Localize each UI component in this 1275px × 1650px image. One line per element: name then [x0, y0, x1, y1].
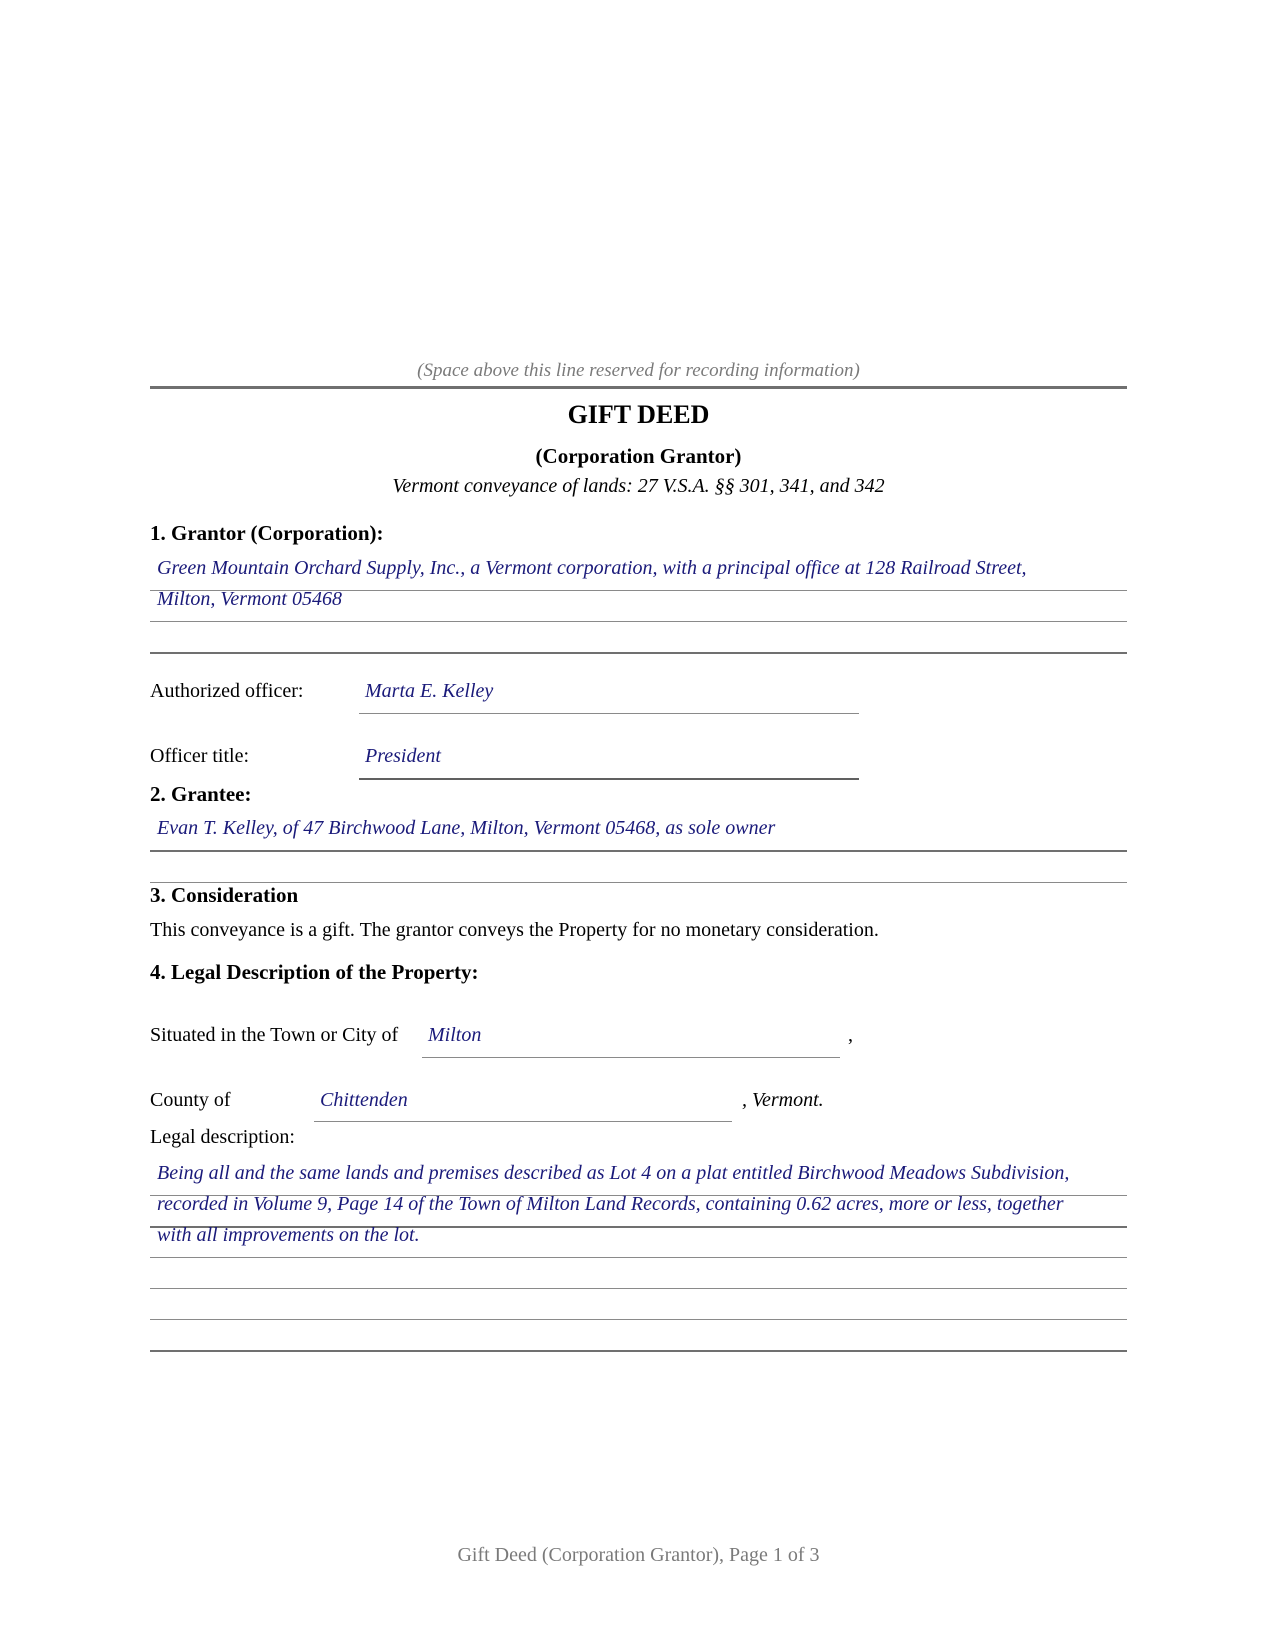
- officer-title-value[interactable]: President: [365, 745, 441, 767]
- recording-space-note: (Space above this line reserved for recording information): [417, 360, 860, 381]
- grantor-heading: 1. Grantor (Corporation):: [150, 521, 384, 545]
- legal-description-line-1[interactable]: Being all and the same lands and premises described as Lot 4 on a plat entitled Birchwood Meadows Subdivision,: [157, 1162, 1070, 1184]
- page-footer: Gift Deed (Corporation Grantor), Page 1 of 3: [457, 1544, 820, 1566]
- town-value[interactable]: Milton: [428, 1024, 482, 1046]
- town-label: Situated in the Town or City of: [150, 1024, 399, 1046]
- authorized-officer-rule: [359, 713, 859, 714]
- legal-description-line-2[interactable]: recorded in Volume 9, Page 14 of the Town of Milton Land Records, containing 0.62 acres, more or less, together: [157, 1193, 1064, 1215]
- document-title: GIFT DEED: [567, 400, 710, 429]
- legal-description-rule-4: [150, 1288, 1127, 1289]
- grantee-line-1[interactable]: Evan T. Kelley, of 47 Birchwood Lane, Milton, Vermont 05468, as sole owner: [157, 817, 776, 839]
- legal-description-rule-6: [150, 1350, 1127, 1352]
- authorized-officer-label: Authorized officer:: [150, 680, 304, 702]
- legal-description-rule-3: [150, 1257, 1127, 1258]
- grantee-rule-1: [150, 850, 1127, 852]
- document-subtitle: (Corporation Grantor): [535, 444, 742, 468]
- county-suffix: , Vermont.: [742, 1089, 824, 1111]
- county-rule: [314, 1121, 732, 1122]
- statute-reference: Vermont conveyance of lands: 27 V.S.A. §§ 301, 341, and 342: [392, 475, 885, 497]
- consideration-heading: 3. Consideration: [150, 883, 299, 907]
- grantee-heading: 2. Grantee:: [150, 782, 252, 806]
- legal-description-rule-5: [150, 1319, 1127, 1320]
- officer-title-label: Officer title:: [150, 745, 250, 767]
- town-suffix: ,: [848, 1024, 853, 1046]
- consideration-text: This conveyance is a gift. The grantor conveys the Property for no monetary consideration.: [150, 919, 879, 941]
- county-label: County of: [150, 1089, 231, 1111]
- town-rule: [422, 1057, 840, 1058]
- grantor-rule-3: [150, 652, 1127, 654]
- legal-description-line-3[interactable]: with all improvements on the lot.: [157, 1224, 420, 1246]
- county-value[interactable]: Chittenden: [320, 1089, 408, 1111]
- recording-divider: [150, 386, 1127, 389]
- grantor-line-2[interactable]: Milton, Vermont 05468: [157, 588, 342, 610]
- legal-description-label: Legal description:: [150, 1126, 295, 1148]
- officer-title-rule: [359, 778, 859, 780]
- grantor-rule-2: [150, 621, 1127, 622]
- property-heading: 4. Legal Description of the Property:: [150, 960, 479, 984]
- grantor-line-1[interactable]: Green Mountain Orchard Supply, Inc., a Vermont corporation, with a principal office at 128 Railroad Street,: [157, 557, 1027, 579]
- authorized-officer-value[interactable]: Marta E. Kelley: [365, 680, 494, 702]
